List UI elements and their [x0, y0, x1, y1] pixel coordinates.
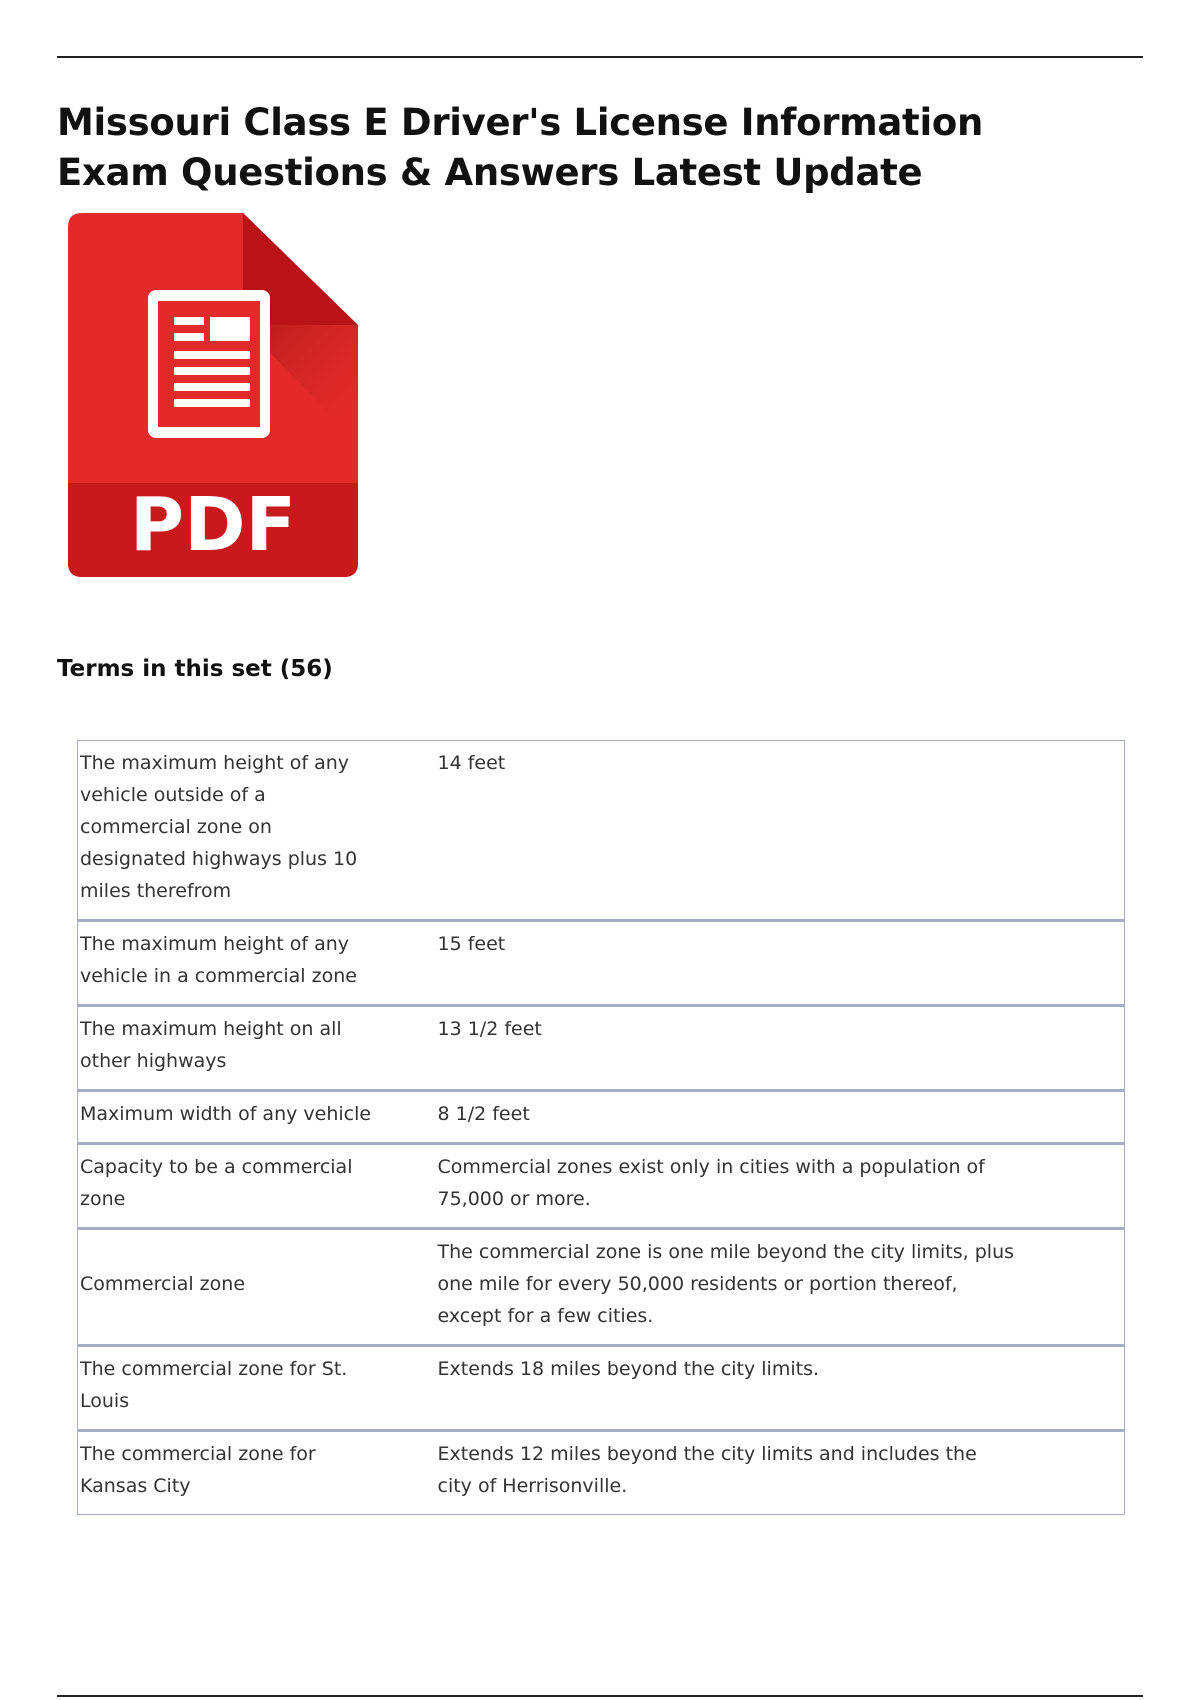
term-cell: The maximum height of any vehicle outside of a commercial zone on designated highways plus 10 miles therefrom — [78, 741, 398, 921]
definition-cell: Extends 12 miles beyond the city limits and includes the city of Herrisonville. — [398, 1431, 1125, 1515]
table-row — [78, 921, 1125, 1006]
term-cell: The commercial zone for Kansas City — [78, 1431, 398, 1515]
definition-cell: 14 feet — [398, 741, 1125, 921]
pdf-icon-label: PDF — [129, 482, 297, 568]
table-row — [78, 1431, 1125, 1515]
table-row — [78, 1006, 1125, 1091]
definition-cell: 8 1/2 feet — [398, 1091, 1125, 1144]
table-row — [78, 1091, 1125, 1144]
table-row — [78, 1144, 1125, 1229]
definition-cell: 15 feet — [398, 921, 1125, 1006]
term-cell: The maximum height of any vehicle in a commercial zone — [78, 921, 398, 1006]
terms-table — [77, 740, 1125, 1515]
terms-heading: Terms in this set (56) — [57, 656, 333, 682]
table-row — [78, 1229, 1125, 1346]
top-divider — [57, 56, 1143, 58]
term-cell: The maximum height on all other highways — [78, 1006, 398, 1091]
term-cell: Maximum width of any vehicle — [78, 1091, 398, 1144]
pdf-file-icon — [68, 213, 358, 578]
term-cell: The commercial zone for St. Louis — [78, 1346, 398, 1431]
table-row — [78, 741, 1125, 921]
bottom-divider — [57, 1695, 1143, 1697]
term-cell: Commercial zone — [78, 1229, 398, 1346]
term-cell: Capacity to be a commercial zone — [78, 1144, 398, 1229]
document-title: Missouri Class E Driver's License Information Exam Questions & Answers Latest Update — [57, 101, 983, 194]
definition-cell: Commercial zones exist only in cities with a population of 75,000 or more. — [398, 1144, 1125, 1229]
definition-cell: Extends 18 miles beyond the city limits. — [398, 1346, 1125, 1431]
definition-cell: The commercial zone is one mile beyond the city limits, plus one mile for every 50,000 residents or portion thereof, except for a few cities. — [398, 1229, 1125, 1346]
table-row — [78, 1346, 1125, 1431]
definition-cell: 13 1/2 feet — [398, 1006, 1125, 1091]
